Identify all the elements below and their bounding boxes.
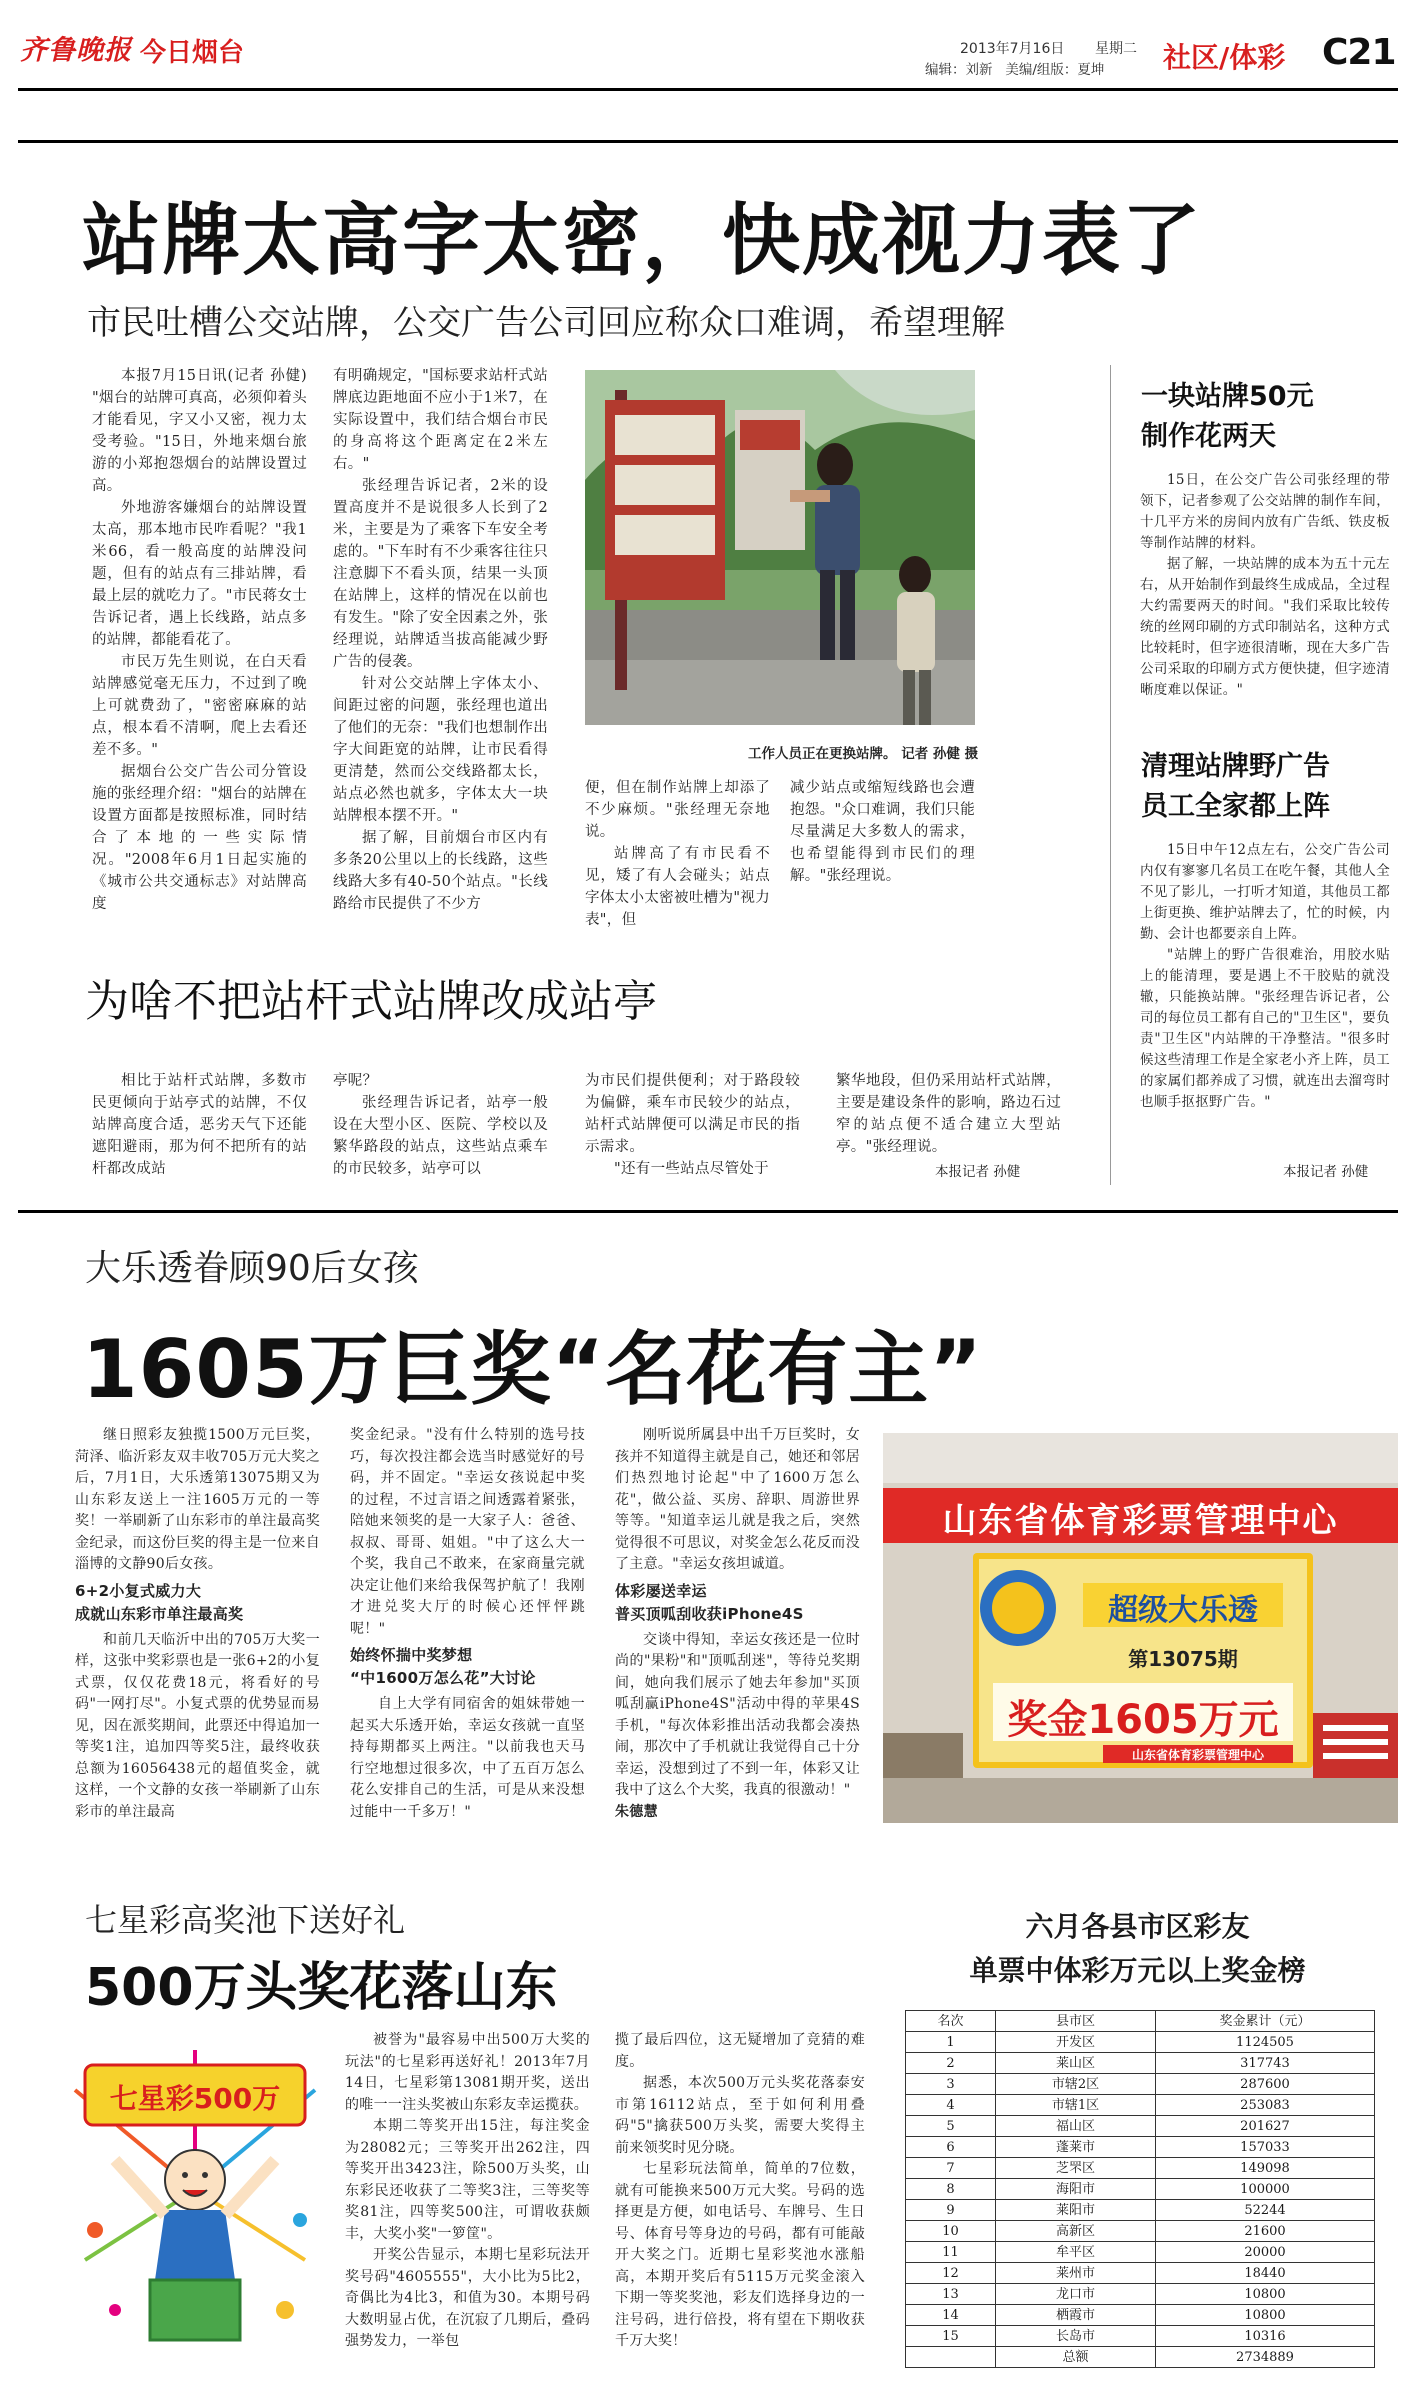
table-row [906, 2116, 1375, 2137]
district-cell: 莱阳市 [996, 2200, 1156, 2221]
paragraph: 继日照彩友独揽1500万元巨奖，菏泽、临沂彩友双丰收705万元大奖之后，7月1日，大乐透第13075期又为山东彩友送上一注1605万元的一等奖！一举刷新了山东彩市的单注最高奖金纪录，而这份巨奖的得主是一位来自淄博的文静90后女孩。 [75, 1427, 320, 1572]
total-value-cell: 2734889 [1156, 2347, 1375, 2368]
table-row [906, 2158, 1375, 2179]
amount-cell: 21600 [1156, 2221, 1375, 2242]
amount-cell: 10800 [1156, 2284, 1375, 2305]
article3-subhead3: 体彩屡送幸运 普买顶呱刮收获iPhone4S [615, 1581, 804, 1623]
paragraph: 自上大学有同宿舍的姐妹带她一起买大乐透开始，幸运女孩就一直坚持每期都买上两注。"以前我也天马行空地想过很多次，中了五百万怎么花么安排自己的生活，可是从来没想过能中一千多万！" [350, 1696, 585, 1820]
side1-body [1140, 470, 1390, 725]
ranking-table-body [906, 2032, 1375, 2368]
ranking-title-line1: 六月各县市区彩友 [1025, 1910, 1250, 1943]
paragraph: "还有一些站点尽管处于 [614, 1161, 769, 1177]
paragraph: 刚听说所属县中出千万巨奖时，女孩并不知道得主就是自己，她还和邻居们热烈地讨论起"中了1600万怎么花"，做公益、买房、辞职、周游世界等等。"知道幸运儿就是我之后，突然觉得很不可思议，对奖金怎么花反而没了主意。"幸运女孩坦诚道。 [615, 1427, 860, 1572]
table-row [906, 2305, 1375, 2326]
amount-cell: 201627 [1156, 2116, 1375, 2137]
article2-col1 [92, 1070, 307, 1200]
district-cell: 莱州市 [996, 2263, 1156, 2284]
paragraph: 15日中午12点左右，公交广告公司内仅有寥寥几名员工在吃午餐，其他人全不见了影儿，一打听才知道，其他员工都上街更换、维护站牌去了，忙的时候，内勤、会计也都要亲自上阵。 [1140, 842, 1390, 942]
issue-date: 2013年7月16日 [960, 41, 1065, 57]
side2-byline: 本报记者 孙健 [1283, 1164, 1369, 1180]
rank-cell: 10 [906, 2221, 996, 2242]
table-header-row [906, 2011, 1375, 2032]
newspaper-logo: 齐鲁晚报 [20, 35, 132, 66]
rank-cell: 11 [906, 2242, 996, 2263]
banner-prize-amount: 奖金1605万元 [1007, 1697, 1279, 1743]
side2-headline: 清理站牌野广告 员工全家都上阵 [1141, 751, 1330, 822]
amount-cell: 20000 [1156, 2242, 1375, 2263]
rank-cell: 7 [906, 2158, 996, 2179]
paragraph: 减少站点或缩短线路也会遭抱怨。"众口难调，我们只能尽量满足大多数人的需求，也希望能得到市民们的理解。"张经理说。 [790, 780, 975, 884]
ranking-table-wrap [905, 2010, 1375, 2368]
lottery-banner-photo [883, 1433, 1398, 1823]
masthead-rule [18, 88, 1398, 91]
article2-headline: 为啥不把站杆式站牌改成站亭 [85, 976, 657, 1027]
article1-subhead: 市民吐槽公交站牌，公交广告公司回应称众口难调，希望理解 [87, 303, 1005, 343]
district-cell: 芝罘区 [996, 2158, 1156, 2179]
paragraph: 有明确规定，"国标要求站杆式站牌底边距地面不应小于1米7，在实际设置中，我们结合烟台市民的身高将这个距离定在2米左右。" [333, 368, 548, 472]
paragraph: 相比于站杆式站牌，多数市民更倾向于站亭式的站牌，不仅站牌高度合适，恶劣天气下还能遮阳避雨，那为何不把所有的站杆都改成站 [92, 1073, 307, 1177]
district-cell: 市辖1区 [996, 2095, 1156, 2116]
article3-subhead1: 6+2小复式威力大 成就山东彩市单注最高奖 [75, 1581, 244, 1623]
paragraph: 张经理告诉记者，站亭一般设在大型小区、医院、学校以及繁华路段的站点，这些站点乘车的市民较多，站亭可以 [333, 1095, 548, 1177]
table-row [906, 2200, 1375, 2221]
paragraph: 奖金纪录。"没有什么特别的选号技巧，每次投注都会选当时感觉好的号码，并不固定。"幸运女孩说起中奖的过程，不过言语之间透露着紧张，陪她来领奖的是一大家子人：爸爸、叔叔、哥哥、姐姐。"中了这么大一个奖，我自己不敢来，在家商量完就决定让他们来给我保驾护航了！我刚才进兑奖大厅的时候心还怦怦跳呢！" [350, 1427, 585, 1637]
district-cell: 莱山区 [996, 2053, 1156, 2074]
amount-cell: 10316 [1156, 2326, 1375, 2347]
paragraph: 和前几天临沂中出的705万大奖一样，这张中奖彩票也是一张6+2的小复式票，仅仅花费18元，将看好的号码"一网打尽"。小复式票的优势显而易见，因在派奖期间，此票还中得追加一等奖1注，追加四等奖5注，最终收获总额为16056438元的超值奖金，就这样，一个文静的女孩一举刷新了山东彩市的单注最高 [75, 1631, 320, 1820]
paragraph: 开奖公告显示，本期七星彩玩法开奖号码"4605555"，大小比为5比2，奇偶比为4比3，和值为30。本期号码大数明显占优，在沉寂了几期后，叠码强势发力，一举包 [345, 2247, 590, 2349]
amount-cell: 287600 [1156, 2074, 1375, 2095]
article2-col2 [333, 1070, 548, 1200]
district-cell: 牟平区 [996, 2242, 1156, 2263]
banner-issue-number: 第13075期 [1128, 1647, 1238, 1671]
article1-headline: 站牌太高字太密，快成视力表了 [82, 196, 1203, 286]
banner-org-name: 山东省体育彩票管理中心 [942, 1501, 1339, 1541]
top-story-rule [18, 140, 1398, 143]
total-spacer-cell [906, 2347, 996, 2368]
district-cell: 长岛市 [996, 2326, 1156, 2347]
rank-cell: 4 [906, 2095, 996, 2116]
article1-col1 [92, 365, 307, 912]
paragraph: 据烟台公交广告公司分管设施的张经理介绍："烟台的站牌在设置方面都是按照标准，同时结合了本地的一些实际情况。"2008年6月1日起实施的《城市公共交通标志》对站牌高度 [92, 764, 307, 912]
paragraph: 便，但在制作站牌上却添了不少麻烦。"张经理无奈地说。 [585, 780, 770, 840]
side2-body [1140, 840, 1390, 1130]
article3-col2 [350, 1425, 585, 1875]
rank-cell: 3 [906, 2074, 996, 2095]
district-cell: 开发区 [996, 2032, 1156, 2053]
amount-cell: 253083 [1156, 2095, 1375, 2116]
ranking-title [880, 1905, 1395, 1993]
table-row [906, 2074, 1375, 2095]
paragraph: 据了解，目前烟台市区内有多条20公里以上的长线路，这些线路大多有40-50个站点。"长线路给市民提供了不少方 [333, 830, 548, 912]
paragraph: 七星彩玩法简单，简单的7位数，就有可能换来500万元大奖。号码的选择更是方便，如电话号、车牌号、生日号、体育号等身边的号码，都有可能敲开大奖之门。近期七星彩奖池水涨船高，本期开奖后有5115万元奖金滚入下期一等奖奖池，彩友们选择身边的一注号码，进行倍投，将有望在下期收获千万大奖！ [615, 2161, 865, 2349]
table-row [906, 2326, 1375, 2347]
header-rank: 名次 [906, 2011, 996, 2032]
side1-headline: 一块站牌50元 制作花两天 [1141, 381, 1314, 452]
rank-cell: 9 [906, 2200, 996, 2221]
article3-col1 [75, 1425, 320, 1875]
table-row [906, 2263, 1375, 2284]
article1-col2 [333, 365, 548, 912]
article4-headline: 500万头奖花落山东 [85, 1958, 558, 2018]
paragraph: 交谈中得知，幸运女孩还是一位时尚的"果粉"和"顶呱刮迷"，等待兑奖期间，她向我们展示了她去年参加"买顶呱刮赢iPhone4S"活动中得的苹果4S手机，"每次体彩推出活动我都会凑热闹，那次中了手机就让我觉得自己十分幸运，没想到过了不到一年，体彩又让我中了这么个大奖，我真的很激动！" [615, 1631, 860, 1798]
paragraph: 被誉为"最容易中出500万大奖的玩法"的七星彩再送好礼！2013年7月14日，七星彩第13081期开奖，送出的唯一一注头奖被山东彩友幸运揽获。 [345, 2032, 590, 2113]
article2-col3 [585, 1070, 800, 1200]
paragraph: 张经理告诉记者，2米的设置高度并不是说很多人长到了2米，主要是为了乘客下车安全考虑的。"下车时有不少乘客往往只注意脚下不看头顶，结果一头顶在站牌上，这样的情况在以前也有发生。"除了安全因素之外，张经理说，站牌适当拔高能减少野广告的侵袭。 [333, 478, 548, 670]
table-row [906, 2221, 1375, 2242]
ranking-table [905, 2010, 1375, 2368]
article3-kicker: 大乐透眷顾90后女孩 [85, 1248, 419, 1289]
rank-cell: 13 [906, 2284, 996, 2305]
table-row [906, 2242, 1375, 2263]
banner-game-name: 超级大乐透 [1108, 1593, 1258, 1628]
paragraph: 本报7月15日讯(记者 孙健) "烟台的站牌可真高，必须仰着头才能看见，字又小又密，视力太受考验。"15日，外地来烟台旅游的小郑抱怨烟台的站牌设置过高。 [92, 368, 307, 494]
amount-cell: 317743 [1156, 2053, 1375, 2074]
bus-stop-photo [585, 370, 975, 725]
article4-col1 [345, 2030, 590, 2360]
rank-cell: 2 [906, 2053, 996, 2074]
amount-cell: 100000 [1156, 2179, 1375, 2200]
article3-headline: 1605万巨奖“名花有主” [82, 1323, 983, 1416]
table-row [906, 2032, 1375, 2053]
total-label-cell: 总额 [996, 2347, 1156, 2368]
district-cell: 海阳市 [996, 2179, 1156, 2200]
district-cell: 市辖2区 [996, 2074, 1156, 2095]
article1-col4 [790, 777, 975, 897]
issue-weekday: 星期二 [1095, 41, 1137, 57]
rank-cell: 5 [906, 2116, 996, 2137]
paragraph: 15日，在公交广告公司张经理的带领下，记者参观了公交站牌的制作车间，十几平方米的房间内放有广告纸、铁皮板等制作站牌的材料。 [1140, 472, 1390, 551]
table-row [906, 2284, 1375, 2305]
paragraph: 为市民们提供便利；对于路段较为偏僻，乘车市民较少的站点，站杆式站牌便可以满足市民的指示需求。 [585, 1073, 800, 1155]
amount-cell: 52244 [1156, 2200, 1375, 2221]
amount-cell: 149098 [1156, 2158, 1375, 2179]
paragraph: 据了解，一块站牌的成本为五十元左右，从开始制作到最终生成成品，全过程大约需要两天的时间。"我们采取比较传统的丝网印刷的方式印制站名，这种方式比较耗时，但字迹很清晰，现在大多广告公司采取的印刷方式方便快捷，但字迹清晰度难以保证。" [1140, 556, 1390, 698]
rank-cell: 14 [906, 2305, 996, 2326]
column-name: 社区/体彩 [1163, 41, 1286, 74]
table-row [906, 2137, 1375, 2158]
paragraph: 繁华地段，但仍采用站杆式站牌，主要是建设条件的影响，路边石过窄的站点便不适合建立大型站亭。"张经理说。 [836, 1073, 1061, 1155]
district-cell: 蓬莱市 [996, 2137, 1156, 2158]
article4-kicker: 七星彩高奖池下送好礼 [85, 1901, 406, 1939]
district-cell: 龙口市 [996, 2284, 1156, 2305]
amount-cell: 18440 [1156, 2263, 1375, 2284]
article3-byline: 朱德慧 [615, 1803, 658, 1820]
district-cell: 福山区 [996, 2116, 1156, 2137]
amount-cell: 157033 [1156, 2137, 1375, 2158]
rank-cell: 6 [906, 2137, 996, 2158]
editor-credits: 编辑：刘新 美编/组版：夏坤 [925, 62, 1105, 78]
lottery-section-rule [18, 1210, 1398, 1213]
article2-byline: 本报记者 孙健 [935, 1164, 1021, 1180]
paragraph: "站牌上的野广告很难治，用胶水贴上的能清理，要是遇上不干胶贴的就没辙，只能换站牌。"张经理告诉记者，公司的每位员工都有自己的"卫生区"，要负责"卫生区"内站牌的干净整洁。"很多时候这些清理工作是全家老小齐上阵，员工的家属们都养成了习惯，就连出去溜弯时也顺手抠抠野广告。" [1140, 947, 1390, 1110]
amount-cell: 1124505 [1156, 2032, 1375, 2053]
paragraph: 亭呢？ [333, 1073, 378, 1089]
rank-cell: 15 [906, 2326, 996, 2347]
amount-cell: 10800 [1156, 2305, 1375, 2326]
paragraph: 市民万先生则说，在白天看站牌感觉毫无压力，不过到了晚上可就费劲了，"密密麻麻的站点，根本看不清啊，爬上去看还差不多。" [92, 654, 307, 758]
district-cell: 栖霞市 [996, 2305, 1156, 2326]
masthead [0, 0, 1417, 92]
banner-footer-text: 山东省体育彩票管理中心 [1131, 1748, 1264, 1762]
ranking-title-line2: 单票中体彩万元以上奖金榜 [969, 1954, 1306, 1987]
paragraph: 站牌高了有市民看不见，矮了有人会碰头；站点字体太小太密被吐槽为"视力表"，但 [585, 846, 770, 928]
lottery-cartoon-illustration [55, 2030, 335, 2350]
table-row [906, 2095, 1375, 2116]
illustration-label: 七星彩500万 [109, 2082, 281, 2115]
table-row [906, 2179, 1375, 2200]
paragraph: 本期二等奖开出15注，每注奖金为28082元；三等奖开出262注，四等奖开出3423注，除500万头奖，山东彩民还收获了二等奖3注，三等奖等奖81注，四等奖500注，可谓收获颇丰，大奖小奖"一箩筐"。 [345, 2118, 590, 2242]
paragraph: 揽了最后四位，这无疑增加了竞猜的难度。 [615, 2032, 865, 2070]
paragraph: 据悉，本次500万元头奖花落泰安市第16112站点，至于如何利用叠码"5"擒获500万头奖，需要大奖得主前来领奖时见分晓。 [615, 2075, 865, 2156]
article3-subhead2: 始终怀揣中奖梦想 “中1600万怎么花”大讨论 [350, 1646, 536, 1687]
rank-cell: 12 [906, 2263, 996, 2284]
page-number: C21 [1322, 32, 1396, 73]
photo-caption: 工作人员正在更换站牌。 记者 孙健 摄 [748, 746, 979, 762]
district-cell: 高新区 [996, 2221, 1156, 2242]
table-row [906, 2053, 1375, 2074]
header-amount: 奖金累计（元） [1156, 2011, 1375, 2032]
paragraph: 针对公交站牌上字体太小、间距过密的问题，张经理也道出了他们的无奈："我们也想制作出字大间距宽的站牌，让市民看得更清楚，然而公交线路都太长，站点必然也就多，字体太大一块站牌根本摆不开。" [333, 676, 548, 824]
header-district: 县市区 [996, 2011, 1156, 2032]
rank-cell: 1 [906, 2032, 996, 2053]
paragraph: 外地游客嫌烟台的站牌设置太高，那本地市民咋看呢？"我1米66，看一般高度的站牌没问题，但有的站点有三排站牌，看最上层的就吃力了。"市民蒋女士告诉记者，遇上长线路，站点多的站牌，都能看花了。 [92, 500, 307, 648]
article3-col3 [615, 1425, 860, 1875]
section-name: 今日烟台 [140, 38, 245, 68]
article1-col3 [585, 777, 770, 928]
article4-col2 [615, 2030, 865, 2360]
column-divider [1110, 365, 1111, 1185]
rank-cell: 8 [906, 2179, 996, 2200]
total-row [906, 2347, 1375, 2368]
